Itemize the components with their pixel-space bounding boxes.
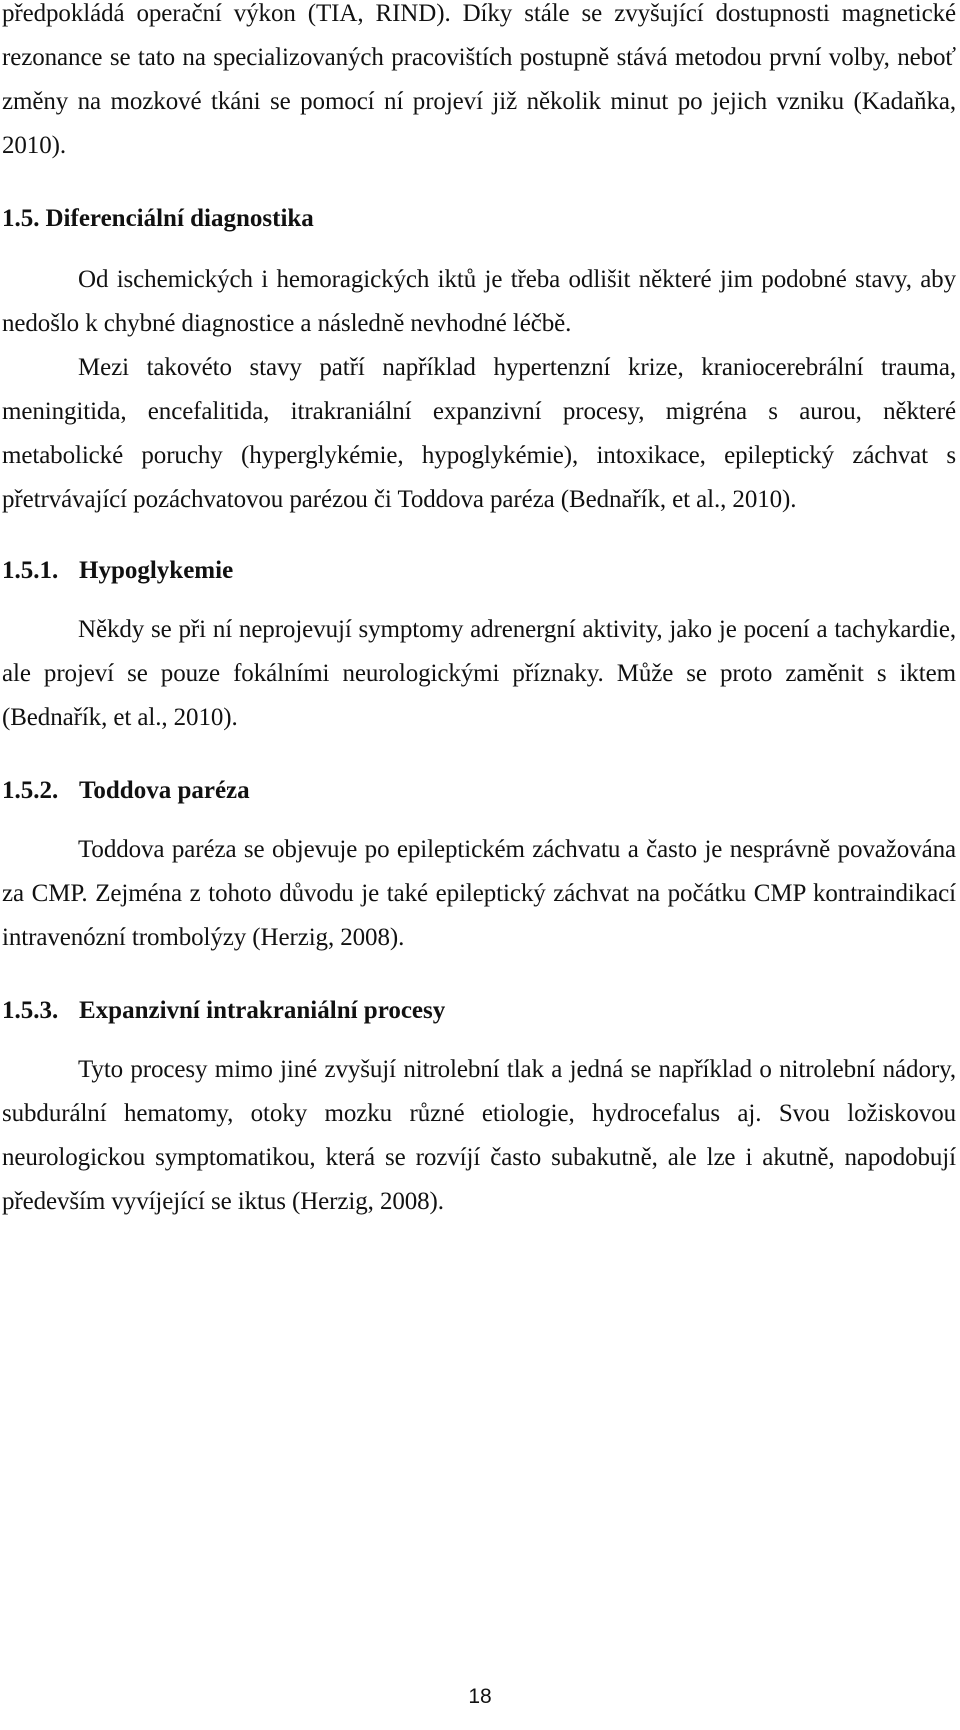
subsection-number: 1.5.3. xyxy=(2,997,59,1024)
section-number: 1.5. xyxy=(2,205,40,232)
paragraph-toddova-pareza: Toddova paréza se objevuje po epileptickém záchvatu a často je nesprávně považována za CMP. Zejména z tohoto důvodu je také epileptický záchvat na počátku CMP kontraindikací intravenózní trombolýzy (Herzig, 2008). xyxy=(2,836,956,951)
subsection-heading-1-5-1 xyxy=(2,549,956,593)
subsection-title: Expanzivní intrakraniální procesy xyxy=(79,997,446,1024)
subsection-heading-1-5-2 xyxy=(2,769,956,813)
subsection-title: Toddova paréza xyxy=(79,777,250,804)
section-title: Diferenciální diagnostika xyxy=(45,205,314,232)
paragraph-differential-intro: Od ischemických i hemoragických iktů je třeba odlišit některé jim podobné stavy, aby nedošlo k chybné diagnostice a následně nevhodné léčbě. xyxy=(2,266,956,337)
subsection-number: 1.5.2. xyxy=(2,777,59,804)
subsection-number: 1.5.1. xyxy=(2,557,59,584)
page-number: 18 xyxy=(468,1685,492,1708)
paragraph-expanzivni-procesy: Tyto procesy mimo jiné zvyšují nitrolební tlak a jedná se například o nitrolební nádory, subdurální hematomy, otoky mozku různé etiologie, hydrocefalus aj. Svou ložiskovou neurologickou symptomatikou, která se rozvíjí často subakutně, ale lze i akutně, napodobují především vyvíjející se iktus (Herzig, 2008). xyxy=(2,1056,956,1215)
section-heading-1-5 xyxy=(2,197,956,241)
subsection-heading-1-5-3 xyxy=(2,989,956,1033)
intro-paragraph: předpokládá operační výkon (TIA, RIND). Díky stále se zvyšující dostupnosti magnetické rezonance se tato na specializovaných pracovištích postupně stává metodou první volby, neboť změny na mozkové tkáni se pomocí ní projeví již několik minut po jejich vzniku (Kadaňka, 2010). xyxy=(2,0,956,159)
subsection-title: Hypoglykemie xyxy=(79,557,234,584)
paragraph-hypoglykemie: Někdy se při ní neprojevují symptomy adrenergní aktivity, jako je pocení a tachykardie, ale projeví se pouze fokálními neurologickými příznaky. Může se proto zaměnit s iktem (Bednařík, et al., 2010). xyxy=(2,616,956,731)
paragraph-differential-conditions: Mezi takovéto stavy patří například hypertenzní krize, kraniocerebrální trauma, meningitida, encefalitida, itrakraniální expanzivní procesy, migréna s aurou, některé metabolické poruchy (hyperglykémie, hypoglykémie), intoxikace, epileptický záchvat s přetrvávající pozáchvatovou parézou či Toddova paréza (Bednařík, et al., 2010). xyxy=(2,354,956,513)
